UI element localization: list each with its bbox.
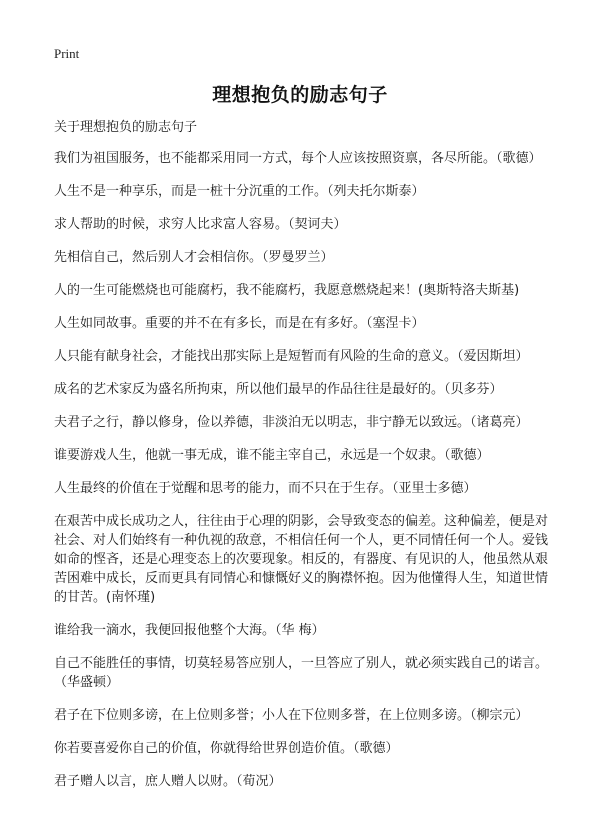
quote-paragraph: 我们为祖国服务，也不能都采用同一方式，每个人应该按照资禀，各尽所能。（歌德） <box>54 151 542 166</box>
print-link[interactable]: Print <box>54 46 80 61</box>
quote-paragraph: 夫君子之行，静以修身，俭以养德，非淡泊无以明志，非宁静无以致远。（诸葛亮） <box>54 415 529 430</box>
quote-paragraph: 人生最终的价值在于觉醒和思考的能力，而不只在于生存。（亚里士多德） <box>54 481 477 496</box>
quote-paragraph: 君子在下位则多谤，在上位则多誉；小人在下位则多誉，在上位则多谤。（柳宗元） <box>54 708 529 723</box>
quote-paragraph: 人只能有献身社会，才能找出那实际上是短暂而有风险的生命的意义。（爱因斯坦） <box>54 349 529 364</box>
quote-paragraph: 人的一生可能燃烧也可能腐朽，我不能腐朽，我愿意燃烧起来！(奥斯特洛夫斯基) <box>54 283 520 298</box>
quote-paragraph: 人生如同故事。重要的并不在有多长，而是在有多好。（塞涅卡） <box>54 316 425 331</box>
quote-paragraph: 在艰苦中成长成功之人，往往由于心理的阴影，会导致变态的偏差。这种偏差，便是对社会、对人们始终有一种仇视的敌意，不相信任何一个人，更不同情任何一个人。爱钱如命的悭吝，还是心理变态上的次要现象。相反的，有器度、有见识的人，他虽然从艰苦困难中成长，反而更具有同情心和慷慨好义的胸襟怀抱。因为他懂得人生，知道世情的甘苦。(南怀瑾) <box>54 514 549 605</box>
page-title: 理想抱负的励志句子 <box>212 84 388 106</box>
quote-paragraph: 谁给我一滴水，我便回报他整个大海。（华 梅） <box>54 623 325 638</box>
document-body <box>54 118 550 805</box>
quote-paragraph: 谁要游戏人生，他就一事无成，谁不能主宰自己，永远是一个奴隶。（歌德） <box>54 448 490 463</box>
quote-paragraph: 你若要喜爱你自己的价值，你就得给世界创造价值。（歌德） <box>54 741 399 756</box>
intro-text: 关于理想抱负的励志句子 <box>54 120 198 135</box>
quote-paragraph: 君子赠人以言，庶人赠人以财。（荀况） <box>54 774 282 789</box>
quote-paragraph: 成名的艺术家反为盛名所拘束，所以他们最早的作品往往是最好的。（贝多芬） <box>54 382 503 397</box>
quote-paragraph: 自己不能胜任的事情，切莫轻易答应别人，一旦答应了别人，就必须实践自己的诺言。（华盛顿） <box>54 656 549 690</box>
quote-paragraph: 先相信自己，然后别人才会相信你。（罗曼罗兰） <box>54 250 334 265</box>
quote-paragraph: 求人帮助的时候，求穷人比求富人容易。（契诃夫） <box>54 217 347 232</box>
quote-paragraph: 人生不是一种享乐，而是一桩十分沉重的工作。（列夫托尔斯泰） <box>54 184 425 199</box>
